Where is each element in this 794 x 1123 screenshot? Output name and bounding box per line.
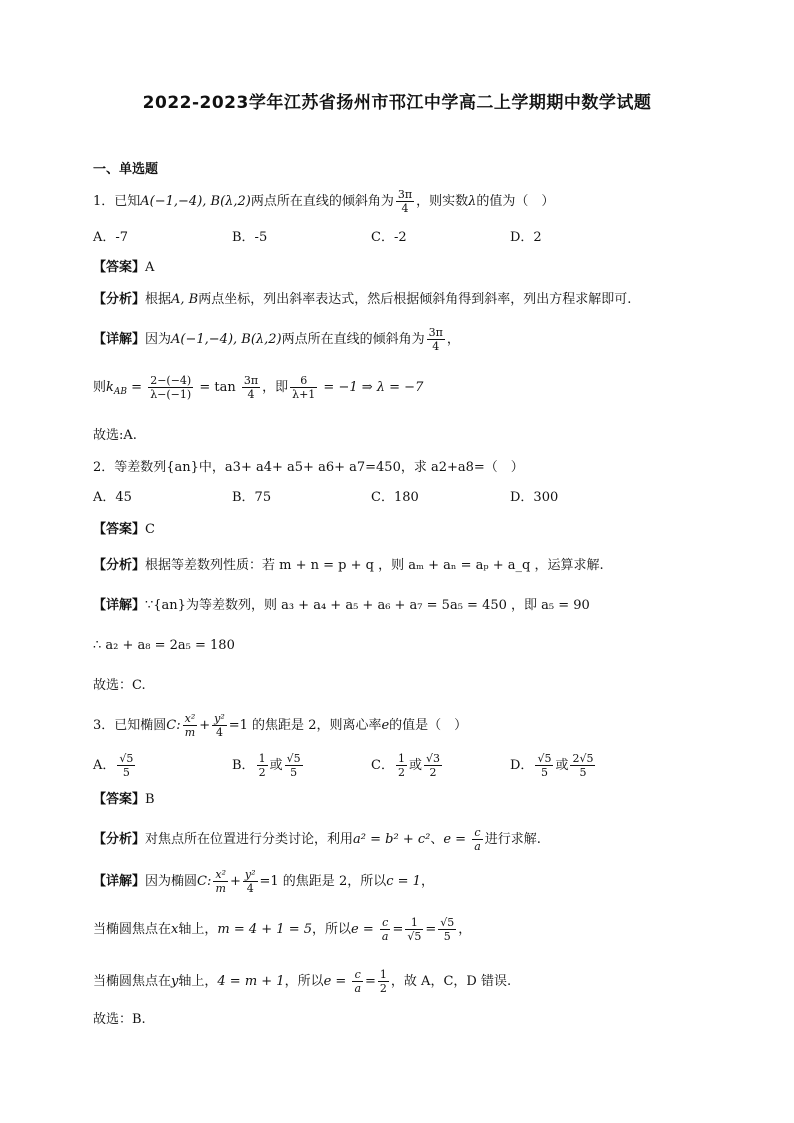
q1-analysis: 【分析】根据A, B两点坐标，列出斜率表达式，然后根据倾斜角得到斜率，列出方程求解即可. [93, 292, 632, 307]
q2-answer: 【答案】C [93, 522, 155, 537]
q3-case-y: 当椭圆焦点在y轴上，4 = m + 1，所以e = $\frac{c}{a}$ = $\frac{1}{2}$ ，故 A，C，D 错误. [93, 968, 512, 995]
q2-option-a: A．45 [93, 490, 132, 505]
q1-answer: 【答案】A [93, 260, 155, 275]
q2-option-c: C．180 [371, 490, 419, 505]
q2-stem: 2．等差数列{an}中，a3+ a4+ a5+ a6+ a7=450，求 a2+a8=（ ） [93, 460, 524, 475]
q2-analysis: 【分析】根据等差数列性质：若 m + n = p + q ，则 aₘ + aₙ = aₚ + a_q ，运算求解. [93, 558, 604, 573]
q3-option-d: D． $\frac{√5}{5}$ 或 $\frac{2√5}{5}$ [510, 752, 594, 779]
q3-stem: 3．已知椭圆C: $\frac{\text{x²}}{m}$ + $\frac{\text{y²}}{4}$ =1 的焦距是 2，则离心率e的值是（ ） [93, 712, 468, 739]
q3-option-a: A． $\frac{√5}{5}$ [93, 752, 134, 779]
q2-option-d: D．300 [510, 490, 559, 505]
q1-calculation: 则$k_{AB}$ = $\frac{2-(-4)}{\lambda-(-1)}$ = tan $\frac{3\pi}{4}$ ，即 $\frac{6}{\lambda+1}$ = −1 ⇒ λ = −7 [93, 374, 424, 401]
section-heading: 一、单选题 [93, 162, 159, 177]
q1-option-b: B．-5 [232, 230, 268, 245]
q2-detail: 【详解】∵{an}为等差数列，则 a₃ + a₄ + a₅ + a₆ + a₇ = 5a₅ = 450 ，即 a₅ = 90 [93, 598, 590, 613]
q3-answer: 【答案】B [93, 792, 155, 807]
q2-calculation: ∴ a₂ + a₈ = 2a₅ = 180 [93, 638, 235, 653]
q3-option-b: B． $\frac{1}{2}$ 或 $\frac{√5}{5}$ [232, 752, 301, 779]
page-title: 2022-2023学年江苏省扬州市邗江中学高二上学期期中数学试题 [142, 93, 652, 113]
q3-analysis: 【分析】对焦点所在位置进行分类讨论，利用a² = b² + c²、e = $\frac{c}{a}$ 进行求解. [93, 826, 541, 853]
q1-detail: 【详解】因为A(−1,−4), B(λ,2)两点所在直线的倾斜角为 $\frac{3\pi}{4}$ ， [93, 326, 460, 353]
q3-case-x: 当椭圆焦点在x轴上，m = 4 + 1 = 5，所以e = $\frac{c}{a}$ = $\frac{1}{√5}$ = $\frac{√5}{5}$ ， [93, 916, 472, 943]
q2-option-b: B．75 [232, 490, 272, 505]
q1-conclusion: 故选:A. [93, 428, 137, 443]
q3-conclusion: 故选：B. [93, 1012, 146, 1027]
q1-angle-fraction: $\frac{3\pi}{4}$ [397, 188, 413, 215]
q3-option-c: C． $\frac{1}{2}$ 或 $\frac{√3}{2}$ [371, 752, 440, 779]
q1-stem: 1．已知A(−1,−4), B(λ,2)两点所在直线的倾斜角为 $\frac{3\pi}{4}$ ，则实数λ的值为（ ） [93, 188, 555, 215]
q1-option-d: D．2 [510, 230, 542, 245]
q1-option-a: A．-7 [93, 230, 129, 245]
q1-option-c: C．-2 [371, 230, 407, 245]
q1-points: A(−1,−4), B(λ,2) [140, 194, 251, 209]
q3-detail: 【详解】因为椭圆C: $\frac{\text{x²}}{m}$ + $\frac{\text{y²}}{4}$ =1 的焦距是 2，所以c = 1， [93, 868, 434, 895]
q2-conclusion: 故选：C. [93, 678, 146, 693]
